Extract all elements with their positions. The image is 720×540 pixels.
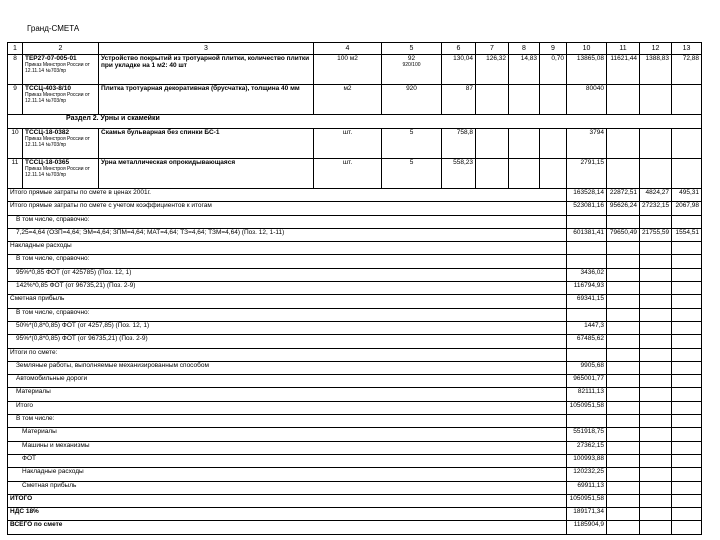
column-header: 2 (23, 43, 99, 55)
summary-value-c13 (672, 361, 702, 374)
summary-value-total (567, 242, 607, 255)
summary-label: 142%*0,85 ФОТ (от 96735,21) (Поз. 2-9) (8, 282, 567, 295)
summary-row (8, 361, 702, 374)
summary-value-c11 (607, 441, 640, 454)
item-value-c11 (607, 85, 640, 115)
item-value-c10: 80040 (567, 85, 607, 115)
summary-value-c12 (640, 282, 672, 295)
column-header: 7 (476, 43, 509, 55)
summary-value-c13 (672, 268, 702, 281)
summary-value-c11 (607, 282, 640, 295)
summary-value-c12 (640, 375, 672, 388)
summary-value-c13 (672, 481, 702, 494)
item-value-c13: 72,88 (672, 55, 702, 85)
item-qty: 5 (409, 159, 414, 166)
item-value-c10: 3794 (567, 129, 607, 159)
summary-value-c12: 27232,15 (640, 202, 672, 215)
summary-value-c12 (640, 508, 672, 521)
summary-value-c12 (640, 494, 672, 507)
summary-value-total (567, 415, 607, 428)
summary-value-c13 (672, 494, 702, 507)
estimate-item-row (8, 129, 702, 159)
summary-value-c12 (640, 441, 672, 454)
item-value-c7 (476, 85, 509, 115)
item-value-c9 (540, 85, 567, 115)
summary-value-c13 (672, 388, 702, 401)
item-qty-cell (382, 129, 442, 159)
summary-value-c11 (607, 268, 640, 281)
summary-value-c12 (640, 295, 672, 308)
column-header: 5 (382, 43, 442, 55)
item-value-c9 (540, 159, 567, 189)
column-header: 10 (567, 43, 607, 55)
item-value-c8 (509, 129, 540, 159)
section-title: Раздел 2. Урны и скамейки (8, 115, 702, 129)
summary-value-c11 (607, 255, 640, 268)
item-code-cell (23, 85, 99, 115)
summary-value-c13 (672, 441, 702, 454)
column-header: 4 (314, 43, 382, 55)
summary-value-c11 (607, 521, 640, 534)
summary-value-total: 67485,62 (567, 335, 607, 348)
summary-row (8, 428, 702, 441)
summary-value-c13 (672, 508, 702, 521)
summary-value-c12 (640, 521, 672, 534)
item-unit: шт. (314, 159, 382, 189)
summary-label: Накладные расходы (8, 242, 567, 255)
summary-value-c11 (607, 401, 640, 414)
summary-value-c12 (640, 348, 672, 361)
item-value-c6: 758,8 (442, 129, 476, 159)
item-code: ТССЦ-403-8/10 (25, 85, 71, 92)
item-name: Скамья бульварная без спинки БС-1 (99, 129, 314, 159)
summary-row (8, 215, 702, 228)
item-qty: 92 (407, 55, 416, 62)
app-title: Гранд-СМЕТА (27, 24, 80, 33)
item-value-c7 (476, 159, 509, 189)
summary-value-total: 189171,34 (567, 508, 607, 521)
item-value-c13 (672, 85, 702, 115)
summary-value-c11: 22872,51 (607, 189, 640, 202)
summary-label: Итоги по смете: (8, 348, 567, 361)
summary-value-total: 100993,88 (567, 454, 607, 467)
summary-row (8, 441, 702, 454)
column-header: 6 (442, 43, 476, 55)
summary-value-c13 (672, 401, 702, 414)
item-value-c12 (640, 159, 672, 189)
item-value-c11 (607, 159, 640, 189)
summary-value-c13 (672, 282, 702, 295)
estimate-item-row (8, 85, 702, 115)
summary-label: В том числе: (8, 415, 567, 428)
item-value-c8 (509, 85, 540, 115)
summary-value-c12 (640, 242, 672, 255)
summary-row (8, 468, 702, 481)
item-value-c8: 14,83 (509, 55, 540, 85)
item-code: ТССЦ-18-0382 (25, 129, 70, 136)
summary-row (8, 521, 702, 534)
item-code: ТЕР27-07-005-01 (25, 55, 77, 62)
estimate-item-row (8, 159, 702, 189)
summary-label: В том числе, справочно: (8, 308, 567, 321)
summary-value-c11 (607, 361, 640, 374)
summary-label: НДС 18% (8, 508, 567, 521)
summary-label: 95%*(0,8*0,85) ФОТ (от 96735,21) (Поз. 2-9) (8, 335, 567, 348)
summary-row (8, 189, 702, 202)
summary-value-c13 (672, 375, 702, 388)
summary-value-c13 (672, 255, 702, 268)
summary-value-c11 (607, 454, 640, 467)
summary-row (8, 268, 702, 281)
summary-row (8, 401, 702, 414)
summary-label: Материалы (8, 388, 567, 401)
estimate-table (7, 42, 702, 535)
summary-value-c12 (640, 255, 672, 268)
summary-label: Сметная прибыль (8, 481, 567, 494)
column-header: 9 (540, 43, 567, 55)
summary-label: Итого прямые затраты по смете с учетом коэффициентов к итогам (8, 202, 567, 215)
item-value-c11 (607, 129, 640, 159)
item-value-c10: 13865,08 (567, 55, 607, 85)
summary-row (8, 388, 702, 401)
summary-value-total: 163528,14 (567, 189, 607, 202)
item-value-c12: 1388,83 (640, 55, 672, 85)
summary-value-c13 (672, 521, 702, 534)
summary-value-c11 (607, 481, 640, 494)
summary-label: Накладные расходы (8, 468, 567, 481)
summary-value-total: 601381,41 (567, 228, 607, 241)
summary-value-c11 (607, 494, 640, 507)
item-note: Приказ Минстроя России от 12.11.14 №703/пр (25, 92, 90, 105)
item-value-c13 (672, 129, 702, 159)
summary-row (8, 481, 702, 494)
summary-value-total: 69341,15 (567, 295, 607, 308)
item-value-c12 (640, 129, 672, 159)
summary-value-total: 120232,25 (567, 468, 607, 481)
summary-label: В том числе, справочно: (8, 215, 567, 228)
summary-row (8, 242, 702, 255)
summary-value-total: 1050951,58 (567, 494, 607, 507)
summary-label: В том числе, справочно: (8, 255, 567, 268)
summary-value-total: 3436,02 (567, 268, 607, 281)
summary-value-c11 (607, 308, 640, 321)
summary-value-c12 (640, 454, 672, 467)
column-header: 1 (8, 43, 23, 55)
summary-value-total: 116794,93 (567, 282, 607, 295)
summary-value-c13 (672, 415, 702, 428)
column-header: 3 (99, 43, 314, 55)
summary-value-c12 (640, 428, 672, 441)
summary-row (8, 308, 702, 321)
summary-value-c11 (607, 415, 640, 428)
item-qty-formula: 920/100 (402, 62, 421, 69)
summary-row (8, 321, 702, 334)
column-header: 8 (509, 43, 540, 55)
item-value-c13 (672, 159, 702, 189)
summary-value-c11 (607, 348, 640, 361)
summary-value-total: 965001,77 (567, 375, 607, 388)
summary-value-c13: 495,31 (672, 189, 702, 202)
summary-value-c12 (640, 215, 672, 228)
summary-row (8, 255, 702, 268)
item-qty-cell (382, 85, 442, 115)
summary-value-total: 1050951,58 (567, 401, 607, 414)
item-note: Приказ Минстроя России от 12.11.14 №703/пр (25, 136, 90, 149)
item-value-c6: 130,04 (442, 55, 476, 85)
item-unit: м2 (314, 85, 382, 115)
summary-value-total (567, 255, 607, 268)
item-value-c7: 126,32 (476, 55, 509, 85)
item-name: Устройство покрытий из тротуарной плитки, количество плитки при укладке на 1 м2: 40 шт (99, 55, 314, 85)
summary-value-c13: 2067,98 (672, 202, 702, 215)
item-value-c12 (640, 85, 672, 115)
item-code-cell (23, 55, 99, 85)
summary-value-c12: 4824,27 (640, 189, 672, 202)
summary-value-c12 (640, 335, 672, 348)
summary-value-c12 (640, 415, 672, 428)
summary-row (8, 375, 702, 388)
item-unit: 100 м2 (314, 55, 382, 85)
summary-value-c12 (640, 481, 672, 494)
summary-row (8, 335, 702, 348)
summary-row (8, 295, 702, 308)
summary-value-c13 (672, 454, 702, 467)
summary-value-c11 (607, 242, 640, 255)
section-row (8, 115, 702, 129)
summary-value-c11: 95626,24 (607, 202, 640, 215)
summary-label: 50%*(0,8*0,85) ФОТ (от 4257,85) (Поз. 12, 1) (8, 321, 567, 334)
summary-value-total (567, 348, 607, 361)
summary-label: 95%*0,85 ФОТ (от 425785) (Поз. 12, 1) (8, 268, 567, 281)
summary-label: Автомобильные дороги (8, 375, 567, 388)
summary-value-c11 (607, 335, 640, 348)
summary-label: Земляные работы, выполняемые механизированным способом (8, 361, 567, 374)
summary-value-c12 (640, 468, 672, 481)
summary-label: Машины и механизмы (8, 441, 567, 454)
item-note: Приказ Минстроя России от 12.11.14 №703/пр (25, 166, 90, 179)
summary-row (8, 494, 702, 507)
summary-value-c11 (607, 215, 640, 228)
summary-value-c13: 1554,51 (672, 228, 702, 241)
item-value-c8 (509, 159, 540, 189)
summary-label: ИТОГО (8, 494, 567, 507)
item-unit: шт. (314, 129, 382, 159)
item-value-c11: 11621,44 (607, 55, 640, 85)
summary-value-c13 (672, 321, 702, 334)
summary-row (8, 415, 702, 428)
summary-value-total: 9905,68 (567, 361, 607, 374)
summary-value-c12 (640, 388, 672, 401)
summary-label: Материалы (8, 428, 567, 441)
item-qty: 920 (406, 85, 417, 92)
item-value-c6: 87 (442, 85, 476, 115)
summary-value-c13 (672, 348, 702, 361)
summary-value-total: 1185904,9 (567, 521, 607, 534)
summary-value-total: 27362,15 (567, 441, 607, 454)
header-row (8, 43, 702, 55)
summary-value-c11 (607, 388, 640, 401)
item-value-c6: 558,23 (442, 159, 476, 189)
summary-value-c12: 21755,59 (640, 228, 672, 241)
item-number: 8 (8, 55, 23, 85)
summary-value-c11 (607, 295, 640, 308)
summary-value-c12 (640, 321, 672, 334)
item-code-cell (23, 129, 99, 159)
summary-value-c13 (672, 335, 702, 348)
item-value-c9 (540, 129, 567, 159)
summary-value-c13 (672, 428, 702, 441)
summary-value-c13 (672, 215, 702, 228)
summary-value-c12 (640, 308, 672, 321)
summary-value-c11 (607, 508, 640, 521)
summary-value-c13 (672, 295, 702, 308)
summary-value-c11: 79650,49 (607, 228, 640, 241)
summary-value-total (567, 308, 607, 321)
item-number: 11 (8, 159, 23, 189)
summary-label: Итого прямые затраты по смете в ценах 2001г. (8, 189, 567, 202)
item-name: Плитка тротуарная декоративная (брусчатка), толщина 40 мм (99, 85, 314, 115)
summary-value-c12 (640, 361, 672, 374)
summary-row (8, 282, 702, 295)
summary-value-c13 (672, 468, 702, 481)
summary-value-c12 (640, 268, 672, 281)
summary-value-c13 (672, 242, 702, 255)
summary-label: ФОТ (8, 454, 567, 467)
summary-value-total: 551918,75 (567, 428, 607, 441)
summary-value-total: 1447,3 (567, 321, 607, 334)
summary-value-c11 (607, 468, 640, 481)
item-value-c10: 2791,15 (567, 159, 607, 189)
summary-row (8, 508, 702, 521)
summary-value-total (567, 215, 607, 228)
item-qty-cell (382, 55, 442, 85)
column-header: 12 (640, 43, 672, 55)
summary-row (8, 348, 702, 361)
summary-value-c11 (607, 375, 640, 388)
summary-row (8, 228, 702, 241)
summary-label: Итого (8, 401, 567, 414)
summary-label: Сметная прибыль (8, 295, 567, 308)
summary-value-c13 (672, 308, 702, 321)
column-header: 11 (607, 43, 640, 55)
item-value-c7 (476, 129, 509, 159)
summary-value-c12 (640, 401, 672, 414)
item-name: Урна металлическая опрокидывающаяся (99, 159, 314, 189)
item-code: ТССЦ-18-0365 (25, 159, 70, 166)
item-code-cell (23, 159, 99, 189)
summary-label: ВСЕГО по смете (8, 521, 567, 534)
summary-value-total: 69911,13 (567, 481, 607, 494)
estimate-item-row (8, 55, 702, 85)
item-note: Приказ Минстроя России от 12.11.14 №703/пр (25, 62, 90, 75)
summary-row (8, 202, 702, 215)
item-qty: 5 (409, 129, 414, 136)
item-qty-cell (382, 159, 442, 189)
summary-label: 7,25=4,64 (ОЗП=4,64; ЭМ=4,64; ЗПМ=4,64; МАТ=4,64; ТЗ=4,64; ТЗМ=4,64) (Поз. 12, 1-11) (8, 228, 567, 241)
summary-value-c11 (607, 321, 640, 334)
summary-value-c11 (607, 428, 640, 441)
item-number: 9 (8, 85, 23, 115)
column-header: 13 (672, 43, 702, 55)
item-number: 10 (8, 129, 23, 159)
summary-row (8, 454, 702, 467)
summary-value-total: 82111,13 (567, 388, 607, 401)
summary-value-total: 523081,16 (567, 202, 607, 215)
item-value-c9: 0,70 (540, 55, 567, 85)
